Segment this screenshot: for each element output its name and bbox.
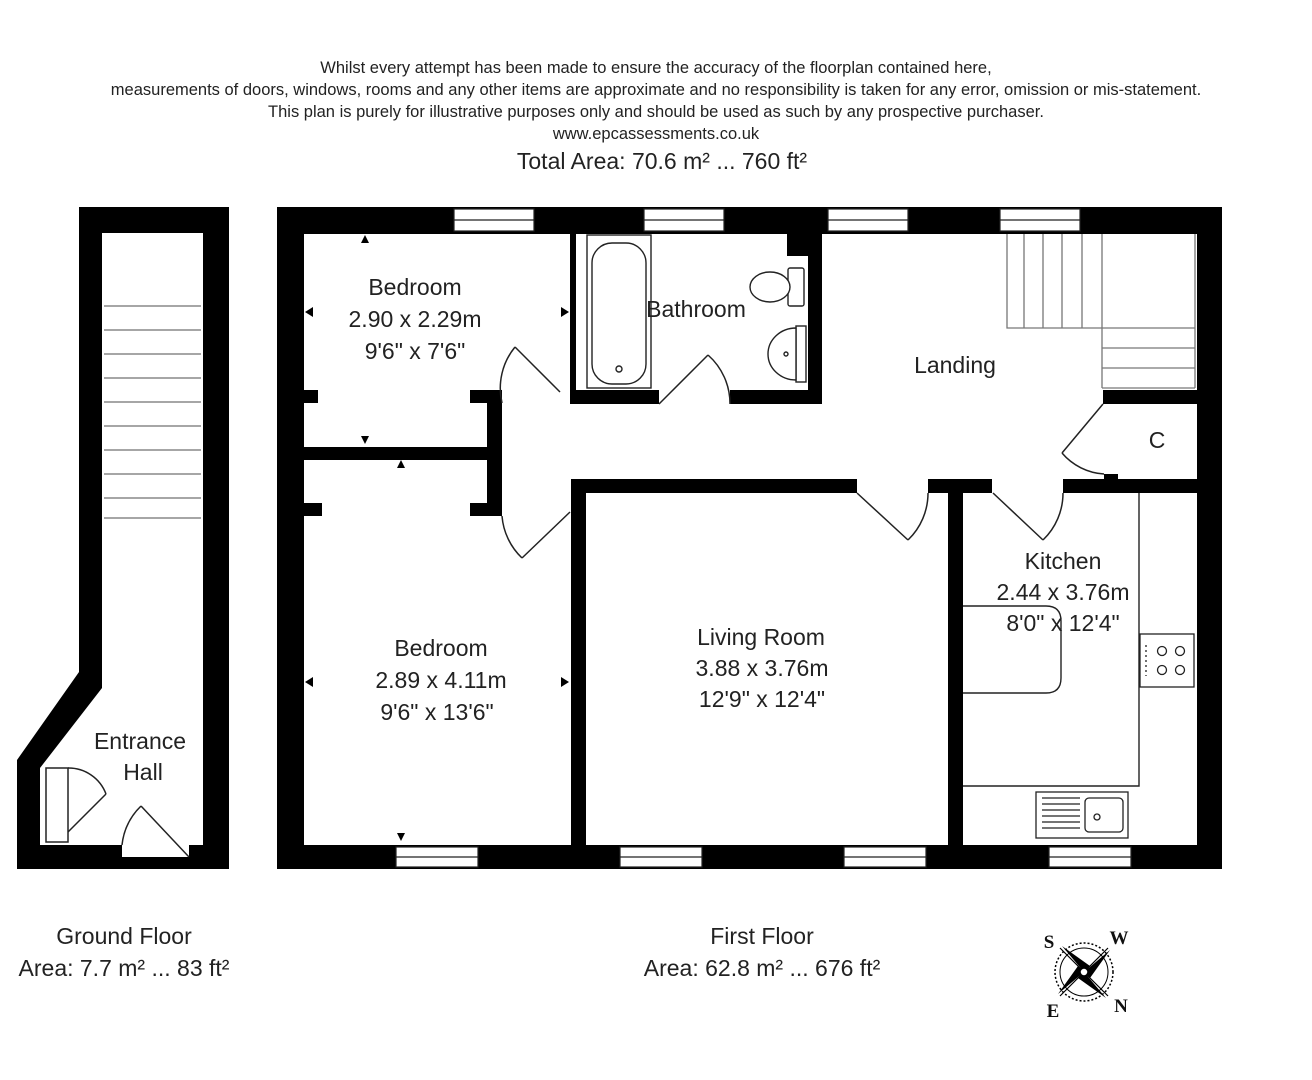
arrow-up-icon bbox=[361, 235, 369, 243]
bedroom-2-door bbox=[502, 512, 570, 558]
kitchen-door bbox=[993, 493, 1063, 540]
compass-icon bbox=[1044, 928, 1129, 1022]
window bbox=[844, 847, 926, 867]
entrance-hall-label: Entrance bbox=[93, 728, 187, 754]
first-floor-plan bbox=[94, 207, 1222, 869]
basin-icon bbox=[768, 326, 806, 382]
kitchen-imperial: 8'0" x 12'4" bbox=[1006, 610, 1120, 636]
first-floor-name: First Floor bbox=[710, 923, 814, 949]
total-area: Total Area: 70.6 m² ... 760 ft² bbox=[516, 148, 808, 174]
landing-name: Landing bbox=[914, 352, 996, 378]
bedroom-1-door bbox=[500, 347, 560, 403]
cupboard-door bbox=[1062, 404, 1104, 474]
bedroom-1-imperial: 9'6" x 7'6" bbox=[364, 338, 466, 364]
first-floor-area: Area: 62.8 m² ... 676 ft² bbox=[643, 955, 881, 981]
kitchen-metric: 2.44 x 3.76m bbox=[996, 579, 1130, 605]
kitchen-worktop bbox=[963, 493, 1139, 786]
disclaimer-line-1: Whilst every attempt has been made to ensure the accuracy of the floorplan contained here, bbox=[320, 59, 992, 77]
arrow-right-icon bbox=[561, 307, 569, 317]
website-link[interactable]: www.epcassessments.co.uk bbox=[552, 125, 760, 143]
compass-n-label: N bbox=[1114, 996, 1128, 1017]
window bbox=[828, 209, 908, 231]
arrow-down-icon bbox=[361, 436, 369, 444]
living-room-metric: 3.88 x 3.76m bbox=[695, 655, 829, 681]
arrow-down-icon bbox=[397, 833, 405, 841]
disclaimer-line-3: This plan is purely for illustrative purposes only and should be used as such by any prospective purchaser. bbox=[268, 103, 1044, 121]
bedroom-1-name: Bedroom bbox=[368, 274, 462, 300]
compass-s-label: S bbox=[1043, 932, 1055, 953]
first-floor-caption bbox=[612, 920, 912, 984]
living-room-door bbox=[857, 493, 928, 540]
bathroom-door bbox=[659, 355, 730, 404]
disclaimer-line-2: measurements of doors, windows, rooms and any other items are approximate and no responsibility is taken for any error, omission or mis-statement. bbox=[110, 81, 1202, 99]
landing-stairs bbox=[1007, 234, 1195, 388]
entrance-door bbox=[122, 806, 189, 857]
arrow-right-icon bbox=[561, 677, 569, 687]
bath-icon bbox=[587, 235, 651, 388]
window bbox=[1049, 847, 1131, 867]
arrow-left-icon bbox=[305, 307, 313, 317]
sink-icon bbox=[1036, 792, 1128, 838]
compass-w-label: W bbox=[1109, 928, 1129, 949]
living-room-name: Living Room bbox=[697, 624, 825, 650]
entrance-hall-label-2: Hall bbox=[123, 759, 163, 785]
arrow-up-icon bbox=[397, 460, 405, 468]
window bbox=[644, 209, 724, 231]
hob-icon bbox=[1140, 634, 1194, 687]
cupboard-name: C bbox=[1148, 427, 1166, 453]
kitchen-name: Kitchen bbox=[1024, 548, 1102, 574]
windows bbox=[396, 209, 1131, 867]
ground-stairs bbox=[104, 306, 201, 518]
window bbox=[1000, 209, 1080, 231]
window bbox=[620, 847, 702, 867]
window bbox=[396, 847, 478, 867]
ground-floor-name: Ground Floor bbox=[56, 923, 192, 949]
ground-floor-area: Area: 7.7 m² ... 83 ft² bbox=[18, 955, 230, 981]
compass-e-label: E bbox=[1046, 1001, 1060, 1022]
bedroom-2-name: Bedroom bbox=[394, 635, 488, 661]
room-labels bbox=[94, 274, 1165, 785]
bathroom-name: Bathroom bbox=[646, 296, 746, 322]
bedroom-2-metric: 2.89 x 4.11m bbox=[375, 667, 507, 693]
window bbox=[454, 209, 534, 231]
bedroom-2-imperial: 9'6" x 13'6" bbox=[380, 699, 494, 725]
bedroom-1-metric: 2.90 x 2.29m bbox=[348, 306, 482, 332]
ground-floor-caption bbox=[0, 920, 248, 984]
arrow-left-icon bbox=[305, 677, 313, 687]
toilet-icon bbox=[750, 268, 804, 306]
living-room-imperial: 12'9" x 12'4" bbox=[698, 686, 826, 712]
meter-cupboard bbox=[46, 768, 106, 842]
